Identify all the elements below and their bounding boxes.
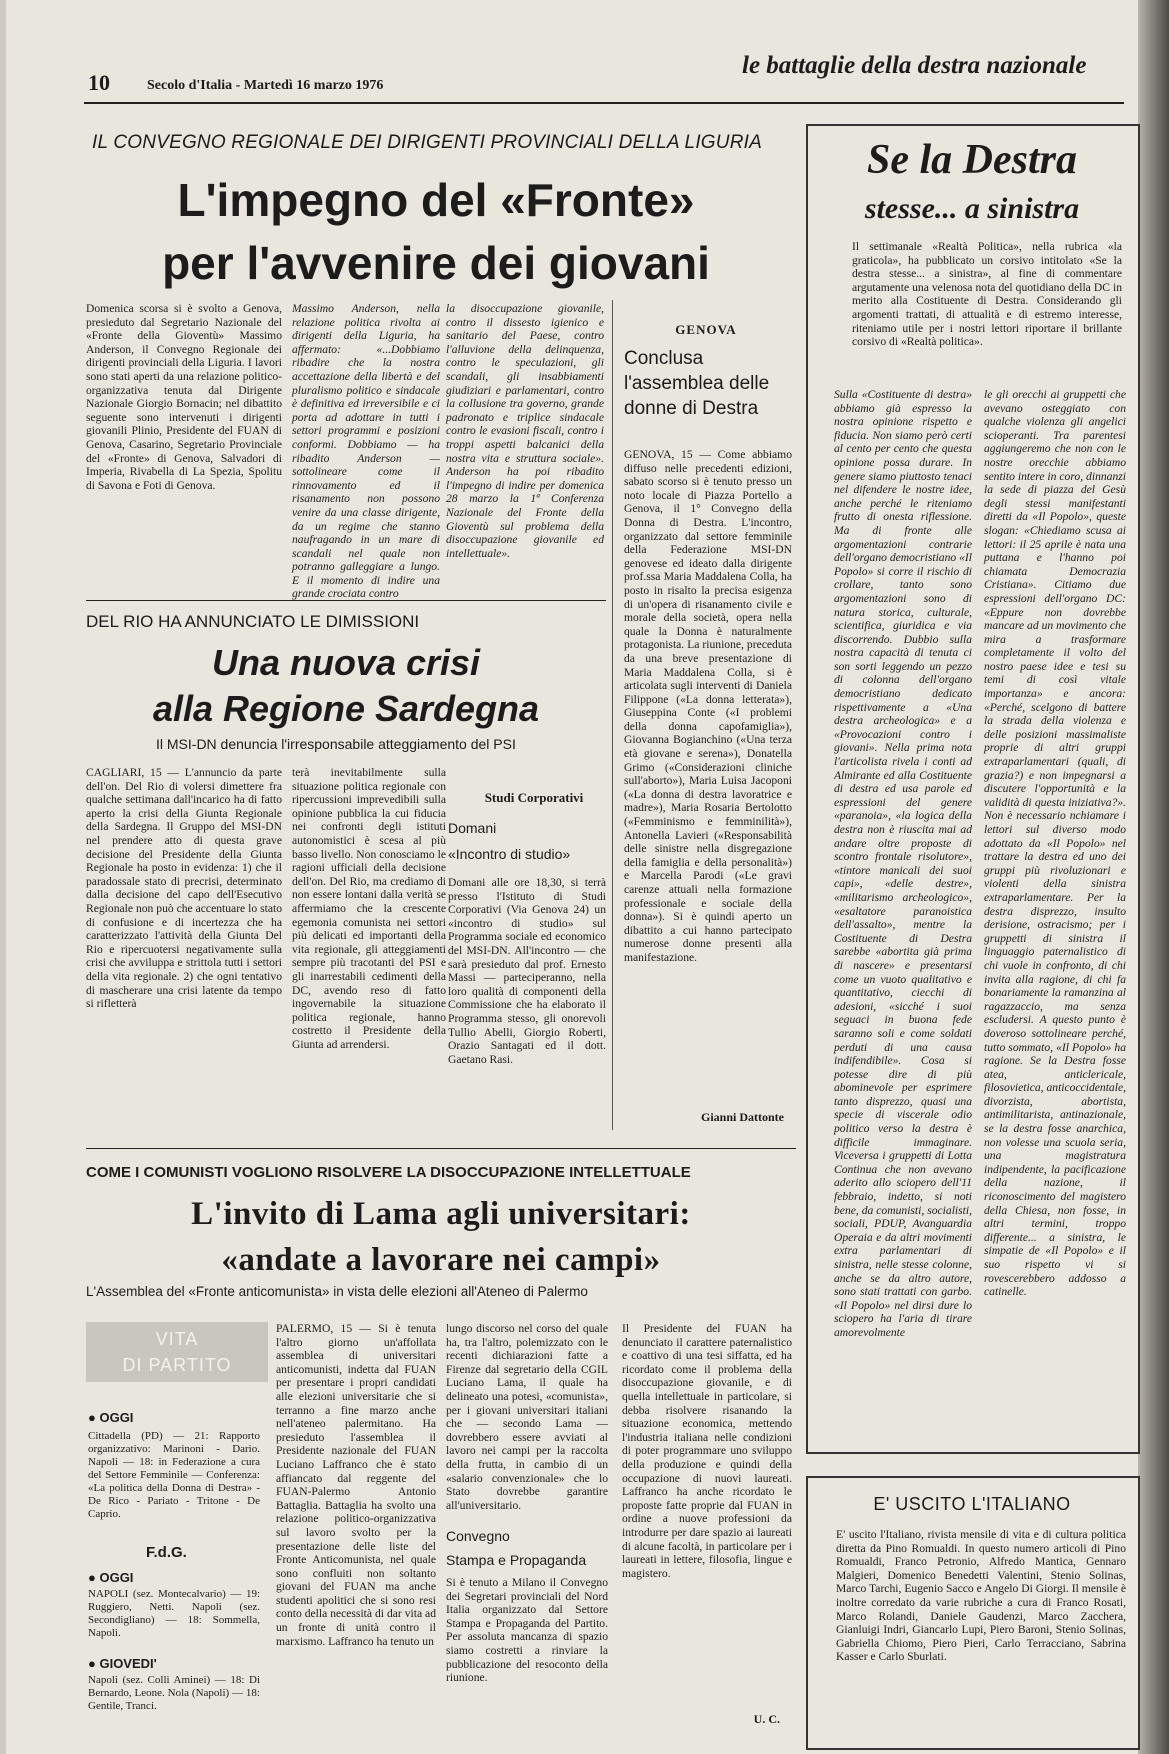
article3-top-rule	[86, 1148, 796, 1149]
article3-kicker: COME I COMUNISTI VOGLIONO RISOLVERE LA DISOCCUPAZIONE INTELLETTUALE	[86, 1164, 691, 1181]
convegno-header: Convegno	[446, 1528, 510, 1544]
article1-headline-line2: per l'avvenire dei giovani	[162, 237, 710, 289]
article3-column-3: Il Presidente del FUAN ha denunciato il carattere paternalistico e coattivo di una tesi siffatta, ed ha ricordato come il problema della disoccupazione giovanile, e di quella intellettuale in particolare, si debba risolvere risanando la situazione economica, mettendo l'industria italiana nelle condizioni di poter programmare uno sviluppo della produzione e quindi della occupazione di nuovi laureati. Laffranco ha anche ricordato le proposte fatte proprie dal FUAN in ordine a nuove professioni da introdurre per dare spazio ai laureati di alcune facoltà, in particolare per i laureati in lettere, filosofia, lingue e magistero.	[622, 1322, 792, 1580]
vita-di-partito-banner	[86, 1322, 268, 1382]
paper-date-line: Secolo d'Italia - Martedì 16 marzo 1976	[147, 78, 384, 93]
page-number: 10	[88, 70, 110, 95]
vita-title-line2: DI PARTITO	[122, 1355, 232, 1375]
side-article-column-2: le gli orecchi ai gruppetti che avevano osteggiato con qualche violenza gli angelici scioperanti. Tra parentesi aggiungeremo che non con le nostre orecchie abbiamo sentito intere in coro, dinnanzi la sede di piazza del Gesù degli stessi manifestanti diretti da «Il Popolo», queste slogan: «Chiediamo scusa ai lettori: il 25 aprile è nata una puttana e l'hanno poi chiamata Democrazia Cristiana». Citiamo due espressioni dell'organo DC: «Eppure non dovrebbe mancare ad un movimento che mira a trasformare completamente il volto del nostro paese idee e tesi su temi di così vitale importanza» e ancora: «Perché, scelgono di battere la strada della violenza e delle posizioni massimaliste proprie di altri gruppi extraparlamentari (quali, di grazia?) e non impegnarsi a discutere l'opportunità e la validità di questa iniziativa?». Non è necessario nchiamare i lettori sul diverso modo adottato da «Il Popolo» nel trattare la destra ed uno dei gruppi più rivoluzionari e violenti della sinistra extraparlamentare. Per la destra disprezzo, insulto derisione, ostracismo; per i gruppetti di sinistra il linguaggio paternalistico di chi vuole in confronto, di chi invita alla ragione, di chi fa bonariamente la ramanzina al ragazzaccio, ma senza escludersi. A questo punto è doveroso sottolineare perché, tutto sommato, «Il Popolo» ha ragione. Se la Destra fosse atea, anticlericale, filosovietica, anticoccidentale, divorzista, abortista, antimilitarista, antinazionale, se la destra fosse anarchica, non volesse una scuola seria, una magistratura indipendente, la pacificazione della nazione, il riconoscimento del magistero della Chiesa, non fosse, in altri termini, troppo differente... a sinistra, le simpatie de «Il Popolo» e il suo rispetto vi si rovescerebbero addosso a catinelle.	[984, 388, 1126, 1299]
article2-column-1: CAGLIARI, 15 — L'annuncio da parte dell'on. Del Rio di volersi dimettere fra qualche settimana dall'incarico ha di fatto aperto la crisi della Giunta Regionale della Sardegna. Il Gruppo del MSI-DN nel prendere atto di questa grave decisione del Presidente della Giunta Regionale ha posto in evidenza: 1) che il paradossale stato di precrisi, determinato dalla decisione del capo dell'Esecutivo Regionale non può che accentuare lo stato di confusione e di incertezza che ha caratterizzato l'attività della Giunta Del Rio e ripercuotersi negativamente sulla crisi che avviluppa e strittola tutti i settori della vita regionale. 2) che ogni tentativo di mascherare una crisi latente da tempo si rifletterà	[86, 766, 282, 1011]
article1-kicker: IL CONVEGNO REGIONALE DEI DIRIGENTI PROVINCIALI DELLA LIGURIA	[92, 132, 762, 153]
vita-oggi1-header: ● OGGI	[88, 1410, 134, 1425]
article1-bottom-rule	[86, 600, 606, 601]
masthead-rule	[84, 102, 1124, 104]
vita-giovedi-label: GIOVEDI'	[99, 1656, 157, 1671]
genova-signature: Gianni Dattonte	[700, 1110, 784, 1124]
article2-headline-line1: Una nuova crisi	[211, 642, 481, 683]
vita-oggi2-label: OGGI	[99, 1570, 134, 1585]
side-article-title: Se la Destra	[867, 137, 1077, 183]
studi-incontro: «Incontro di studio»	[448, 846, 571, 862]
article1-column-2: Massimo Anderson, nella relazione politica rivolta ai dirigenti della Liguria, ha affermato: «...Dobbiamo ribadire che la nostra accettazione della libertà e del pluralismo politico e sindacale è definitiva ed irreversibile e ci porta ad adottare in tutti i settori programmi e posizioni conformi. Dobbiamo — ha ribadito Anderson — sottolineare come il rinnovamento ed il risanamento non possono venire da una classe dirigente, da un regime che stanno naufragando in un mare di scandali nel quale non potranno galleggiare a lungo. E il momento di indire una grande crociata contro	[292, 302, 440, 601]
vita-title-line1: VITA	[155, 1329, 199, 1349]
vita-oggi1-label: OGGI	[99, 1410, 134, 1425]
vita-oggi2-body: NAPOLI (sez. Montecalvario) — 19: Ruggiero, Netti. Napoli (sez. Secondigliano) — 18: Sommella, Napoli.	[88, 1588, 260, 1639]
genova-dateline: GENOVA	[675, 322, 737, 337]
vita-giovedi-body: Napoli (sez. Colli Aminei) — 18: Di Bernardo, Leone. Nola (Napoli) — 18: Gentile, Tranci.	[88, 1674, 260, 1712]
article3-column-2: lungo discorso nel corso del quale ha, tra l'altro, polemizzato con le recenti dichiarazioni fatte a Firenze dal segretario della CGIL Luciano Lama, il quale ha delineato una potesi, «comunista», per i giovani universitari italiani che — secondo Lama — dovrebbero essere avviati al lavoro nei campi per la raccolta della frutta, in cambio di un «salario convenzionale» che lo Stato dovrebbe garantire all'universitario.	[446, 1322, 608, 1512]
article1-headline-line1: L'impegno del «Fronte»	[177, 174, 695, 226]
article3-signature: U. C.	[753, 1712, 780, 1726]
section-title: le battaglie della destra nazionale	[742, 52, 1087, 79]
convegno-body: Si è tenuto a Milano il Convegno dei Segretari provinciali del Nord Italia organizzato dal Settore Stampa e Propaganda del Partito. Per assoluta mancanza di spazio siamo costretti a rinviare la pubblicazione del resoconto della riunione.	[446, 1576, 608, 1685]
uscito-title: E' USCITO L'ITALIANO	[873, 1494, 1071, 1514]
column-divider	[612, 300, 613, 1130]
article3-subtitle: L'Assemblea del «Fronte anticomunista» in vista delle elezioni all'Ateneo di Palermo	[86, 1284, 588, 1299]
studi-domani: Domani	[448, 820, 497, 836]
studi-header: Studi Corporativi	[484, 790, 584, 805]
article2-subtitle: Il MSI-DN denuncia l'irresponsabile atteggiamento del PSI	[156, 736, 516, 752]
page-binding-shadow	[1138, 0, 1169, 1754]
article3-headline-line2: «andate a lavorare nei campi»	[221, 1242, 661, 1278]
fdg-header: F.d.G.	[146, 1544, 187, 1561]
genova-body: GENOVA, 15 — Come abbiamo diffuso nelle precedenti edizioni, sabato scorso si è tenuto presso un noto locale di Piazza Portello a Genova, il 1° Convegno della Donna di Destra. L'incontro, organizzato dal settore femminile della Federazione MSI-DN genovese ed ideato dalla dirigente prof.ssa Maria Maddalena Colla, ha posto in risalto la precisa esigenza di un'opera di risanamento civile e morale della società, opera nella quale la Donna è naturalmente protagonista. La riunione, preceduta da una breve presentazione di Maria Maddalena Colla, si è articolata sugli interventi di Daniela Filippone («La donna letterata»), Giuseppina Conte («I problemi della donna capofamiglia»), Giovanna Bogianchino («Una terza età giovane e serena»), Donatella Grimo («Considerazioni cliniche sull'aborto»), Maria Luisa Jacoponi («La donna di destra lavoratrice e madre»), Maria Rosaria Bertolotto («Femminismo e femminilità»), Antonella Lavieri («Responsabilità delle sinistre nella disgregazione della famiglia e della personalità») e Marcella Parodi («Le gravi carenze attuali nella formazione professionale e sociale della donna»). Si è quindi aperto un dibattito a cui hanno partecipato numerose donne presenti alla manifestazione.	[624, 448, 792, 964]
side-article-subtitle: stesse... a sinistra	[864, 192, 1080, 225]
article2-kicker: DEL RIO HA ANNUNCIATO LE DIMISSIONI	[86, 612, 420, 631]
vita-oggi1-body: Cittadella (PD) — 21: Rapporto organizzativo: Marinoni - Dario. Napoli — 18: in Federazione a cura del Settore Femminile — Conferenza: «La politica della Donna di Destra» - De Rico - Pariato - Tritone - De Caprio.	[88, 1430, 260, 1520]
convegno-subheader: Stampa e Propaganda	[446, 1552, 587, 1568]
uscito-body: E' uscito l'Italiano, rivista mensile di vita e di cultura politica diretta da Pino Romualdi. In questo numero articoli di Pino Romualdi, Franco Petronio, Alfredo Mantica, Gennaro Malgieri, Domenico Benedetti Valentini, Stenio Solinas, Marco Tarchi, Eugenio Sacco e Angelo Di Giorgi. Il mensile è inoltre corredato da varie rubriche a cura di Franco Rosati, Marco Rolandi, Daniele Gaudenzi, Marco Zacchera, Gianluigi Indri, Giancarlo Lupi, Piero Baroni, Stenio Solinas, Gabriella Chiomo, Piero Pieri, Carlo Terracciano, Sabrina Kasser e Carlo Sburlati.	[836, 1528, 1126, 1664]
article3-headline-line1: L'invito di Lama agli universitari:	[191, 1196, 691, 1232]
genova-headline: Conclusa l'assemblea delle donne di Destra	[624, 348, 770, 419]
side-article-column-1: Sulla «Costituente di destra» abbiamo già espresso la nostra opinione rispetto e fiducia. Non siamo però certi al cento per cento che questa opinione possa durare. In genere siamo piuttosto tenaci nel difendere le nostre idee, anche perché le riteniamo frutto di onesta riflessione. Ma di fronte alle argomentazioni contrarie dell'organo democristiano «Il Popolo» si corre il rischio di crollare, tanto sono argomentazioni sono di natura storica, culturale, scientifica, giuridica e via discorrendo. Dubbio sulla nostra capacità di tenuta ci son sorti leggendo un pezzo di colonna dell'organo democristiano dedicato rispettivamente a «Una destra archeologica» e a «Provocazioni contro i giovani». Nella prima nota l'articolista rivela i conti ad Almirante ed alla Costituente di destra ed usa parole ed espressioni del genere «paranoia», «la logica della destra non è riuscita mai ad andare oltre proposte di scontro frontale risolutore», «tintore manicali dei suoi capi», «delle destre», «militarismo archeologico», «esaltatore paranoistica dell'assalto», mentre la Costituente di Destra sarebbe «abortita già prima di nascere» e presentarsi come un vuoto qualitativo e quantitativo, ciecchi di adesioni, «sicché i suoi seguaci in buona fede saranno soli e come soldati perduti di una causa indifendibile». Cosa si potesse dire di più abominevole per esprimere tanto disprezzo, quasi una specie di viscerale odio politico verso la destra è difficile immaginare. Viceversa i gruppetti di Lotta Continua che non avevano aderito allo sciopero dell'11 febbraio, indetto, si noti bene, da comunisti, socialisti, sociali, PDUP, Avanguardia Operaia e da altri movimenti extra parlamentari di sinistra, nelle stesse colonne, anche se da altro autore, sono stati trattati con garbo. «Il Popolo» nel dirsi dure lo sciopero ha l'aria di tirare amorevolmente	[834, 388, 972, 1339]
page-left-edge	[0, 0, 6, 1754]
article3-column-1: PALERMO, 15 — Si è tenuta l'altro giorno un'affollata assemblea di universitari anticomunisti, indetta dal FUAN per presentare i propri candidati alle elezioni universitarie che si terranno a fine marzo anche nell'ateneo palermitano. Ha presieduto l'assemblea il Presidente nazionale del FUAN Luciano Laffranco che è stato affiancato dal reggente del FUAN-Palermo Antonio Battaglia. Battaglia ha svolto una relazione politico-organizzativa sul lavoro svolto per la presentazione delle liste del Fronte Anticomunista, nel quale sono confluiti non soltanto giovani del FUAN ma anche studenti apolitici che si sono resi conto della necessità di dar vita ad un fronte di unità contro il marxismo. Laffranco ha tenuto un	[276, 1322, 436, 1648]
vita-giovedi-header: ● GIOVEDI'	[88, 1656, 157, 1671]
article2-column-2: terà inevitabilmente sulla situazione politica regionale con ripercussioni imprevedibili sulla opinione pubblica la cui fiducia nei confronti degli istituti autonomistici è scesa al più basso livello. Non conosciamo le ragioni ufficiali della decisione dell'on. Del Rio, ma crediamo di non essere lontani dalla verità se affermiamo che la crescente egemonia comunista nei settori più delicati ed importanti della vita regionale, gli atteggiamenti sempre più tracotanti del PSI e gli inarrestabili cedimenti della DC, avendo reso di fatto ingovernabile la situazione politica regionale, hanno costretto il Presidente della Giunta ad arrendersi.	[292, 766, 446, 1051]
article1-column-3: la disoccupazione giovanile, contro il dissesto igienico e sanitario del Paese, contro l'alluvione della delinquenza, contro le speculazioni, gli scandali, gli insabbiamenti giudiziari e parlamentari, contro la collusione tra governo, grande padronato e triplice sindacale contro le evasioni fiscali, contro i troppi aspetti balcanici della nostra vita e struttura sociale». Anderson ha poi ribadito l'impegno di indire per domenica 28 marzo la 1ª Conferenza Nazionale del Fronte della Gioventù sul problema della disoccupazione giovanile ed intellettuale».	[446, 302, 604, 560]
side-article-intro: Il settimanale «Realtà Politica», nella rubrica «la graticola», ha pubblicato un corsivo intitolato «Se la destra stesse... a sinistra», al fine di commentare argutamente una velenosa nota del quotidiano della DC in merito alla Costituente di Destra. Considerando gli argomenti trattati, di attualità e di estremo interesse, riteniamo utile per i nostri lettori riportare il brillante corsivo di «Realtà politica».	[852, 240, 1122, 349]
studi-body: Domani alle ore 18,30, si terrà presso l'Istituto di Studi Corporativi (Via Genova 24) un «incontro di studio» sul Programma sociale ed economico del MSI-DN. All'incontro — che sarà presieduto dal prof. Ernesto Massi — parteciperanno, nella loro qualità di componenti della Commissione che ha elaborato il Programma stesso, gli onorevoli Tullio Abelli, Giorgio Roberti, Orazio Santagati ed il dott. Gaetano Rasi.	[448, 876, 606, 1066]
article1-column-1: Domenica scorsa si è svolto a Genova, presieduto dal Segretario Nazionale del «Fronte della Gioventù» Massimo Anderson, il Convegno Regionale dei dirigenti provinciali della Liguria. I lavori sono stati aperti da una relazione politico-organizzativa tenuta dal Dirigente Nazionale Giorgio Bornacin; nel dibattito seguente sono intervenuti i dirigenti giovanili Plinio, Presidente del FUAN di Genova, Casarino, Segretario Provinciale del «Fronte» di Genova, Salvadori di Imperia, Rivabella di La Spezia, Spolitu di Savona e Foti di Genova.	[86, 302, 282, 492]
vita-oggi2-header: ● OGGI	[88, 1570, 134, 1585]
article2-headline-line2: alla Regione Sardegna	[152, 688, 540, 729]
